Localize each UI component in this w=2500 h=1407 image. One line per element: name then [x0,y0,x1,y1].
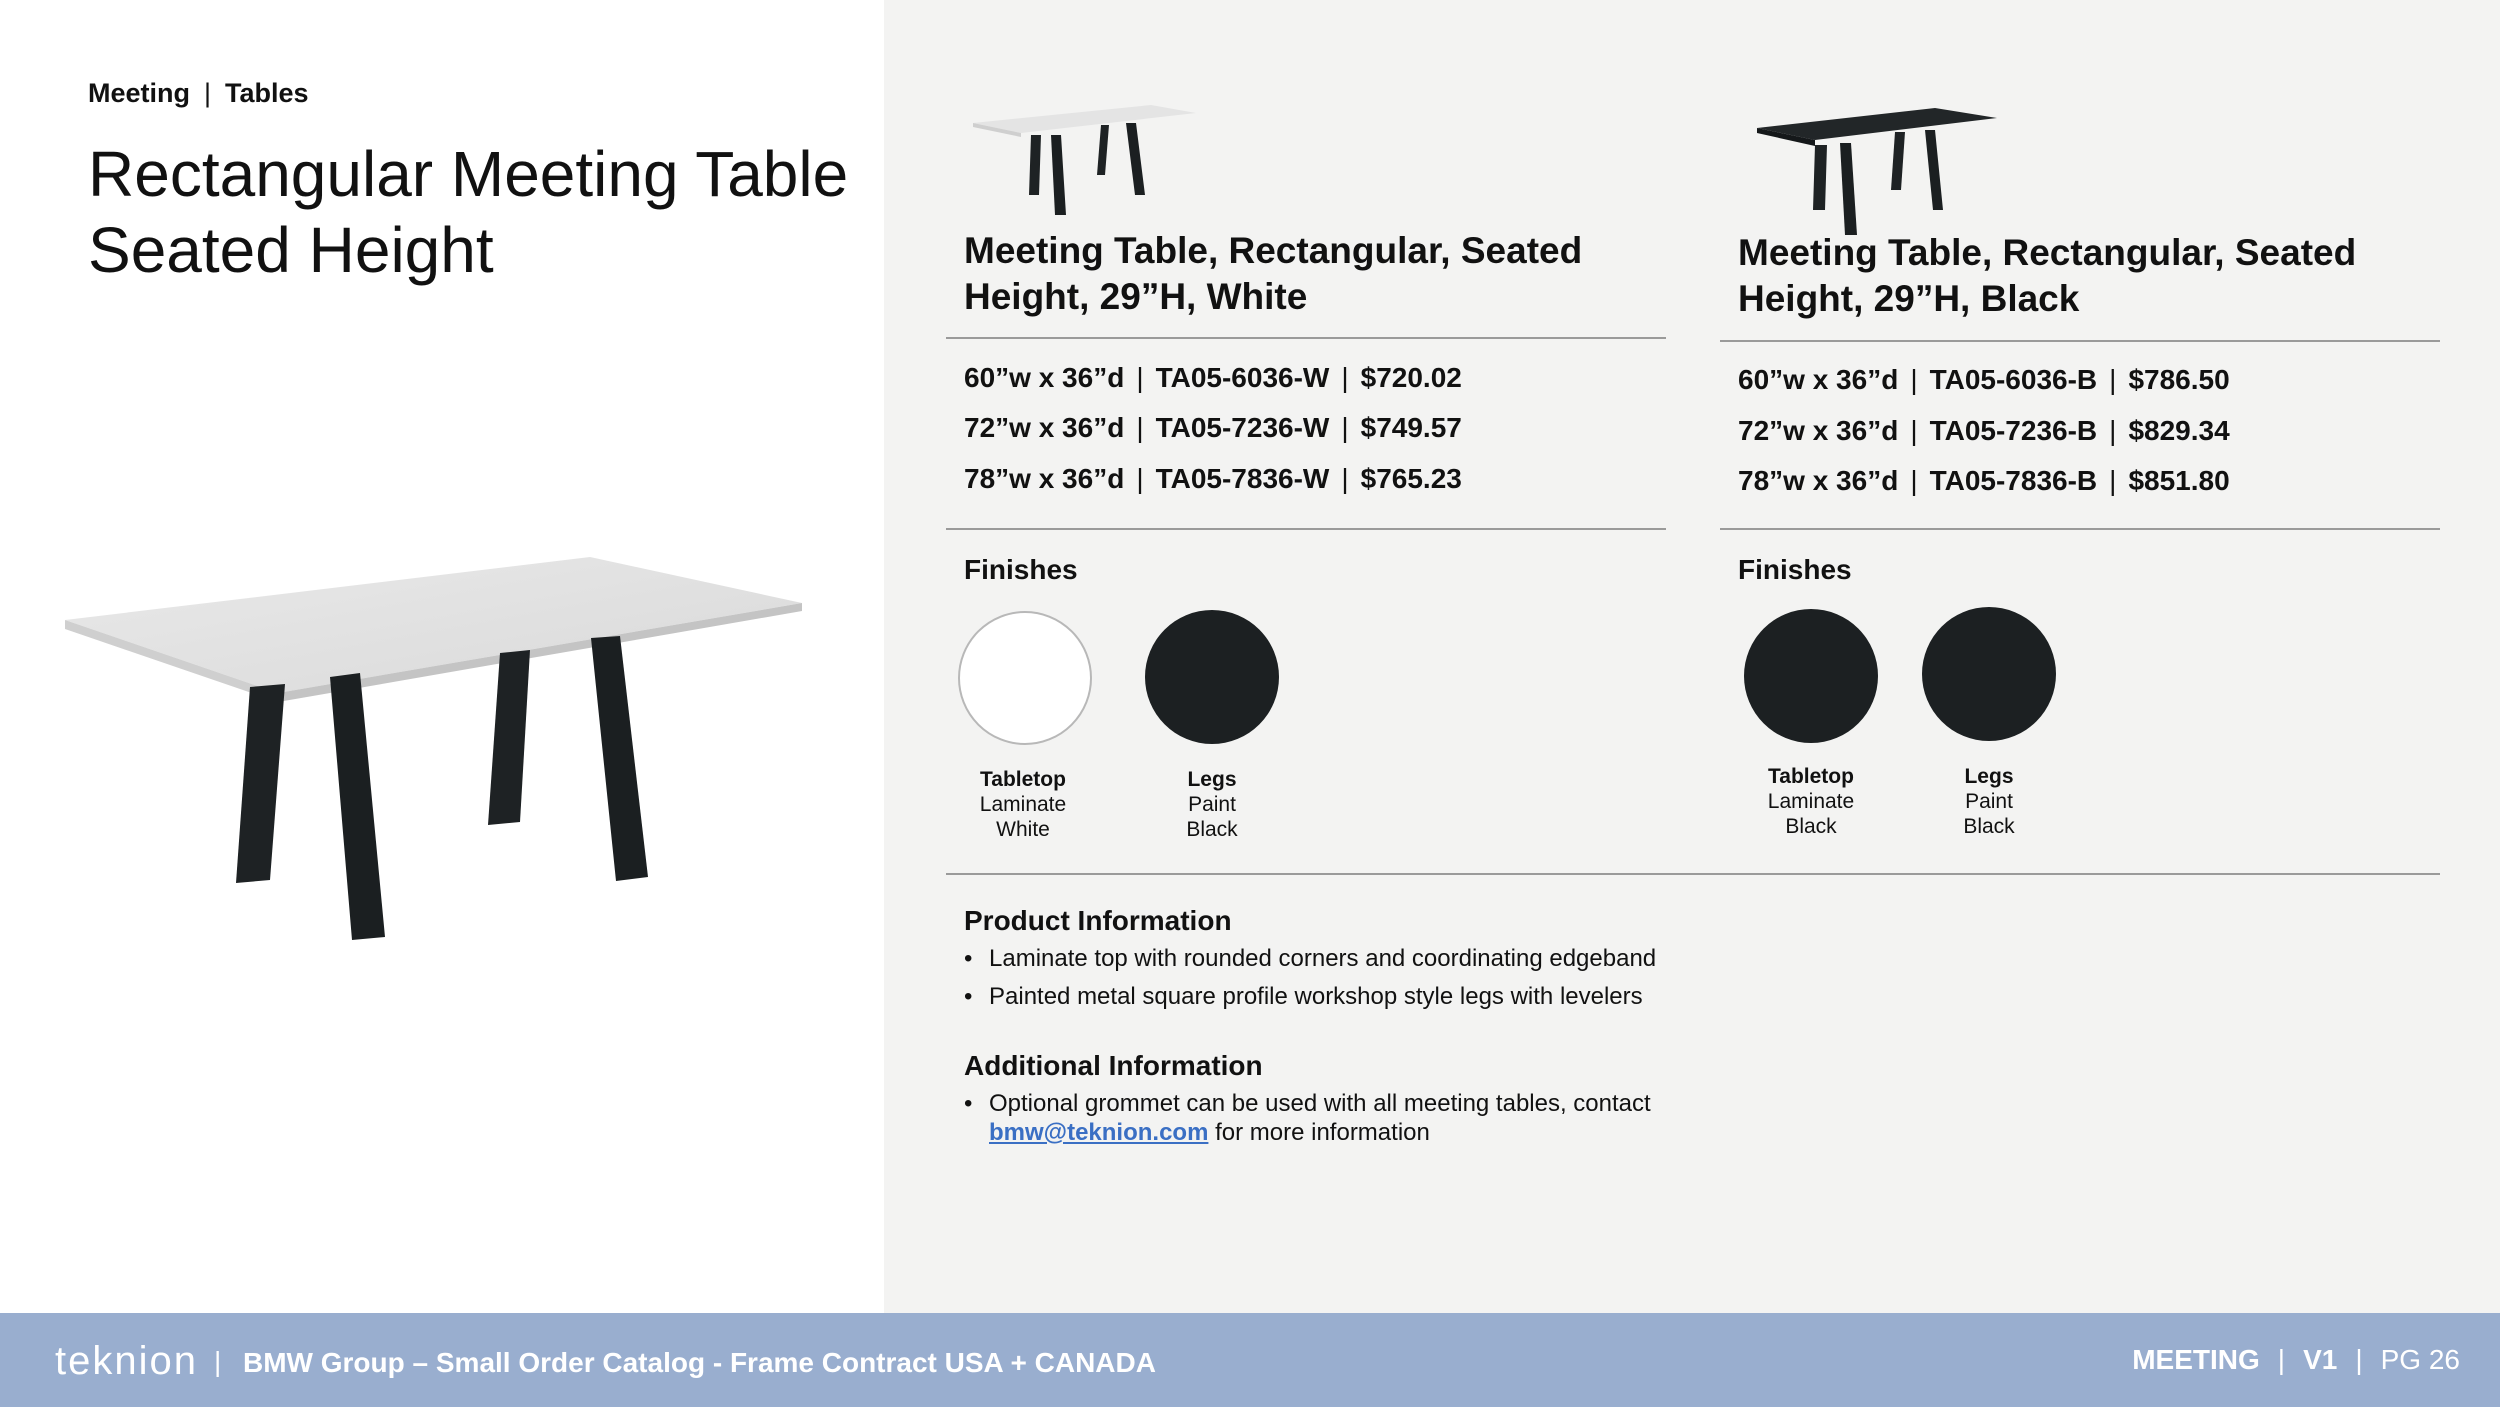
finish-material: Paint [1188,793,1236,816]
sku-separator: | [1136,362,1144,393]
sku-row [964,412,1462,444]
divider [1720,528,2440,530]
finish-color: Black [1963,815,2015,838]
sku-price: $749.57 [1360,412,1462,443]
finish-material: Laminate [1767,790,1855,813]
sku-price: $786.50 [2128,364,2230,395]
footer-right [2132,1344,2460,1376]
table-hero-image [60,545,820,965]
sku-price: $720.02 [1360,362,1462,393]
sku-size: 78”w x 36”d [964,463,1125,494]
tabletop-black-swatch[interactable] [1744,609,1878,743]
finish-name: Tabletop [1768,765,1854,788]
sku-price: $765.23 [1360,463,1462,494]
bullet-icon: • [964,983,973,1010]
sku-separator: | [2109,465,2117,496]
finish-label [1721,764,1901,839]
product-title-white: Meeting Table, Rectangular, Seated Height, 29”H, White [964,230,1583,317]
sku-separator: | [1341,412,1349,443]
finish-label [1122,767,1302,842]
breadcrumb-separator: | [204,78,212,108]
finish-label [933,767,1113,842]
sku-size: 72”w x 36”d [1738,415,1899,446]
footer [0,1313,2500,1407]
footer-separator: | [2355,1344,2363,1375]
footer-separator: | [2277,1344,2286,1375]
legs-black-swatch[interactable] [1145,610,1279,744]
bullet-icon: • [964,945,973,972]
sku-row [1738,465,2230,497]
sku-separator: | [2109,364,2117,395]
sku-code[interactable]: TA05-6036-B [1929,364,2098,395]
list-item-text [989,1089,1704,1147]
list-item-text: Painted metal square profile workshop style legs with levelers [989,983,1643,1010]
breadcrumb [88,78,309,109]
sku-separator: | [1341,463,1349,494]
sku-price: $829.34 [2128,415,2230,446]
page-title-line-1: Rectangular Meeting Table [88,138,849,210]
email-link[interactable]: bmw@teknion.com [989,1119,1209,1146]
sku-separator: | [1341,362,1349,393]
sku-separator: | [1910,465,1918,496]
sku-row [964,463,1462,495]
sku-separator: | [1910,415,1918,446]
list-item-text: Laminate top with rounded corners and coordinating edgeband [989,945,1657,972]
additional-text: Optional grommet can be used with all meeting tables, contact [989,1090,1651,1117]
finish-color: Black [1186,818,1238,841]
breadcrumb-subcategory[interactable]: Tables [225,78,309,108]
finish-material: Laminate [979,793,1067,816]
page-number: PG 26 [2380,1344,2460,1375]
teknion-logo[interactable]: teknion [55,1339,198,1383]
version-label: V1 [2303,1344,2338,1375]
sku-size: 78”w x 36”d [1738,465,1899,496]
finish-material: Paint [1965,790,2013,813]
sku-separator: | [1136,463,1144,494]
left-panel [0,0,884,1313]
section-label: MEETING [2132,1344,2260,1375]
sku-size: 60”w x 36”d [1738,364,1899,395]
product-information-heading: Product Information [964,905,1232,936]
sku-row [964,362,1462,394]
finish-name: Legs [1964,765,2014,788]
finish-color: Black [1785,815,1837,838]
finish-name: Legs [1187,768,1237,791]
sku-code[interactable]: TA05-7836-B [1929,465,2098,496]
sku-separator: | [1136,412,1144,443]
bullet-icon: • [964,1090,973,1117]
divider [946,337,1666,339]
legs-black-swatch[interactable] [1922,607,2056,741]
black-table-thumbnail[interactable] [1755,100,2005,240]
sku-code[interactable]: TA05-7236-W [1155,412,1330,443]
page-title-line-2: Seated Height [88,214,494,286]
divider [1720,340,2440,342]
list-item [964,944,1704,973]
sku-separator: | [1910,364,1918,395]
finish-label [1899,764,2079,839]
additional-information-heading: Additional Information [964,1050,1263,1081]
white-table-thumbnail[interactable] [971,95,1201,220]
finishes-heading: Finishes [964,554,1078,585]
divider [946,528,1666,530]
finish-name: Tabletop [980,768,1066,791]
sku-code[interactable]: TA05-6036-W [1155,362,1330,393]
list-item [964,1089,1704,1147]
sku-size: 72”w x 36”d [964,412,1125,443]
tabletop-white-swatch[interactable] [958,611,1092,745]
additional-text-end: for more information [1215,1119,1430,1146]
page-title [88,136,848,288]
sku-separator: | [2109,415,2117,446]
finishes-heading: Finishes [1738,554,1852,585]
sku-code[interactable]: TA05-7836-W [1155,463,1330,494]
sku-code[interactable]: TA05-7236-B [1929,415,2098,446]
breadcrumb-category[interactable]: Meeting [88,78,191,108]
product-title-black: Meeting Table, Rectangular, Seated Height, 29”H, Black [1738,232,2357,319]
sku-row [1738,415,2230,447]
sku-price: $851.80 [2128,465,2230,496]
sku-size: 60”w x 36”d [964,362,1125,393]
divider [946,873,2440,875]
footer-separator: | [214,1346,222,1377]
sku-row [1738,364,2230,396]
finish-color: White [996,818,1050,841]
catalog-title: BMW Group – Small Order Catalog - Frame Contract USA + CANADA [243,1347,1156,1378]
list-item [964,982,1704,1011]
